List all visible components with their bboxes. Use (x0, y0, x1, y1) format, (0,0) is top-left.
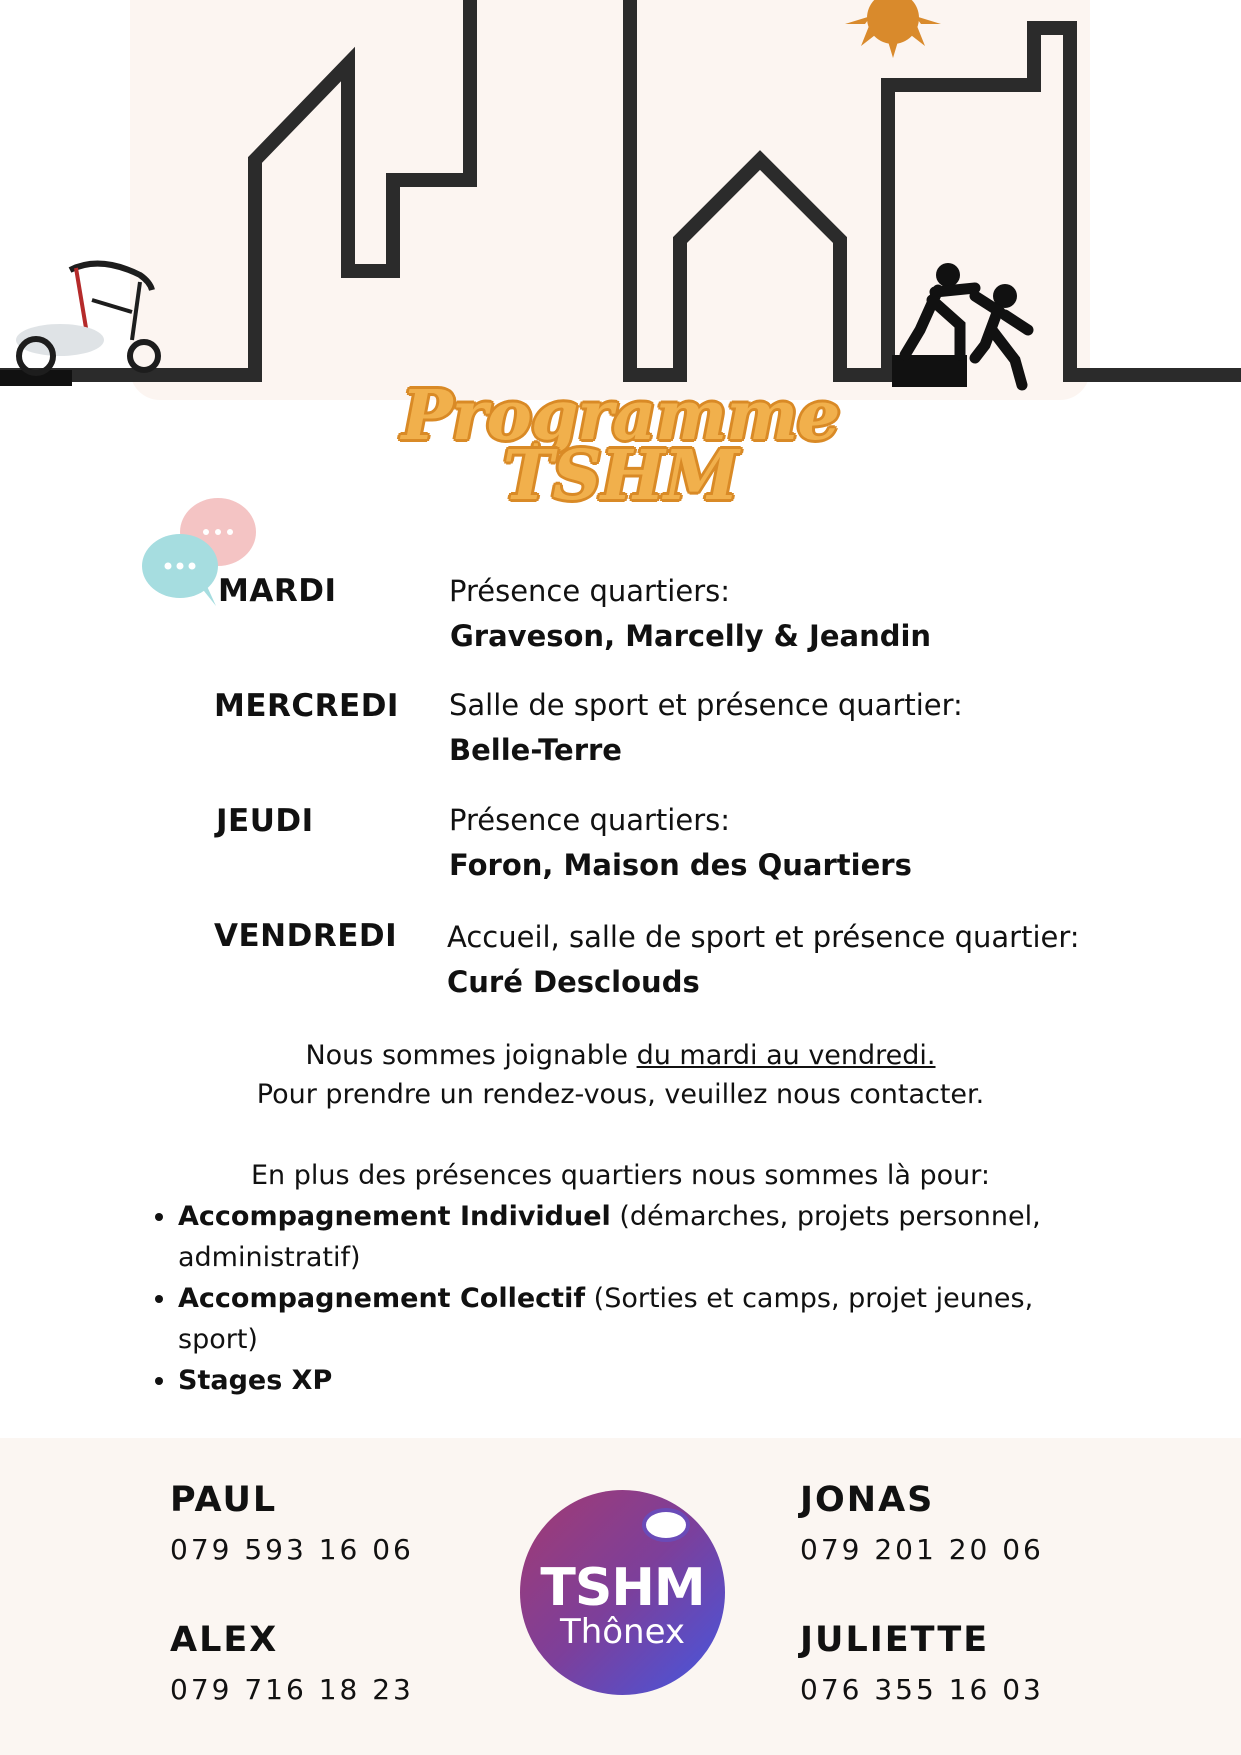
logo-bubble-icon (642, 1508, 690, 1542)
activity-mercredi: Salle de sport et présence quartier: (449, 688, 963, 722)
services-intro: En plus des présences quartiers nous sommes là pour: (250, 1160, 991, 1191)
service-name: Accompagnement Individuel (178, 1201, 611, 1232)
activity-jeudi: Présence quartiers: (449, 803, 730, 837)
service-name: Stages XP (178, 1365, 333, 1396)
list-item (178, 1360, 1118, 1401)
places-vendredi: Curé Desclouds (447, 965, 700, 999)
availability-prefix: Nous sommes joignable (305, 1040, 637, 1071)
places-jeudi: Foron, Maison des Quartiers (449, 848, 912, 882)
title-line-1: Programme (401, 376, 840, 456)
places-mardi: Graveson, Marcelly & Jeandin (450, 619, 932, 653)
places-mercredi: Belle-Terre (449, 733, 622, 767)
title-line-2: TSHM (502, 436, 739, 516)
contact-phone-jonas[interactable]: 079 201 20 06 (800, 1533, 1044, 1566)
sun-icon (845, 0, 941, 58)
tshm-thonex-logo (520, 1490, 725, 1695)
contact-phone-alex[interactable]: 079 716 18 23 (170, 1673, 414, 1706)
logo-main-text: TSHM (540, 1558, 705, 1618)
day-label-mercredi: MERCREDI (214, 688, 399, 724)
service-details: (démarches, projets personnel, administratif) (178, 1201, 1041, 1273)
day-label-mardi: MARDI (218, 573, 337, 609)
electric-trike-icon (16, 264, 158, 373)
service-name: Accompagnement Collectif (178, 1283, 586, 1314)
contact-name-paul: PAUL (170, 1480, 278, 1520)
logo-sub-text: Thônex (559, 1612, 686, 1652)
day-label-vendredi: VENDREDI (214, 918, 398, 954)
services-list (150, 1196, 1118, 1401)
service-details: (Sorties et camps, projet jeunes, sport) (178, 1283, 1034, 1355)
contact-name-juliette: JULIETTE (800, 1620, 990, 1660)
availability-days: du mardi au vendredi. (636, 1040, 936, 1071)
list-item (178, 1278, 1118, 1360)
skyline-line (0, 0, 1241, 375)
availability-line (0, 1040, 1241, 1071)
day-label-jeudi: JEUDI (216, 803, 314, 839)
activity-vendredi: Accueil, salle de sport et présence quartier: (447, 920, 1080, 954)
contact-instruction: Pour prendre un rendez-vous, veuillez nous contacter. (256, 1079, 985, 1110)
contact-name-jonas: JONAS (800, 1480, 935, 1520)
contact-name-alex: ALEX (170, 1620, 279, 1660)
city-skyline-illustration (0, 0, 1241, 400)
helping-hand-people-icon (892, 263, 1028, 387)
list-item (178, 1196, 1118, 1278)
activity-mardi: Présence quartiers: (449, 574, 730, 608)
contact-phone-paul[interactable]: 079 593 16 06 (170, 1533, 414, 1566)
contact-phone-juliette[interactable]: 076 355 16 03 (800, 1673, 1044, 1706)
